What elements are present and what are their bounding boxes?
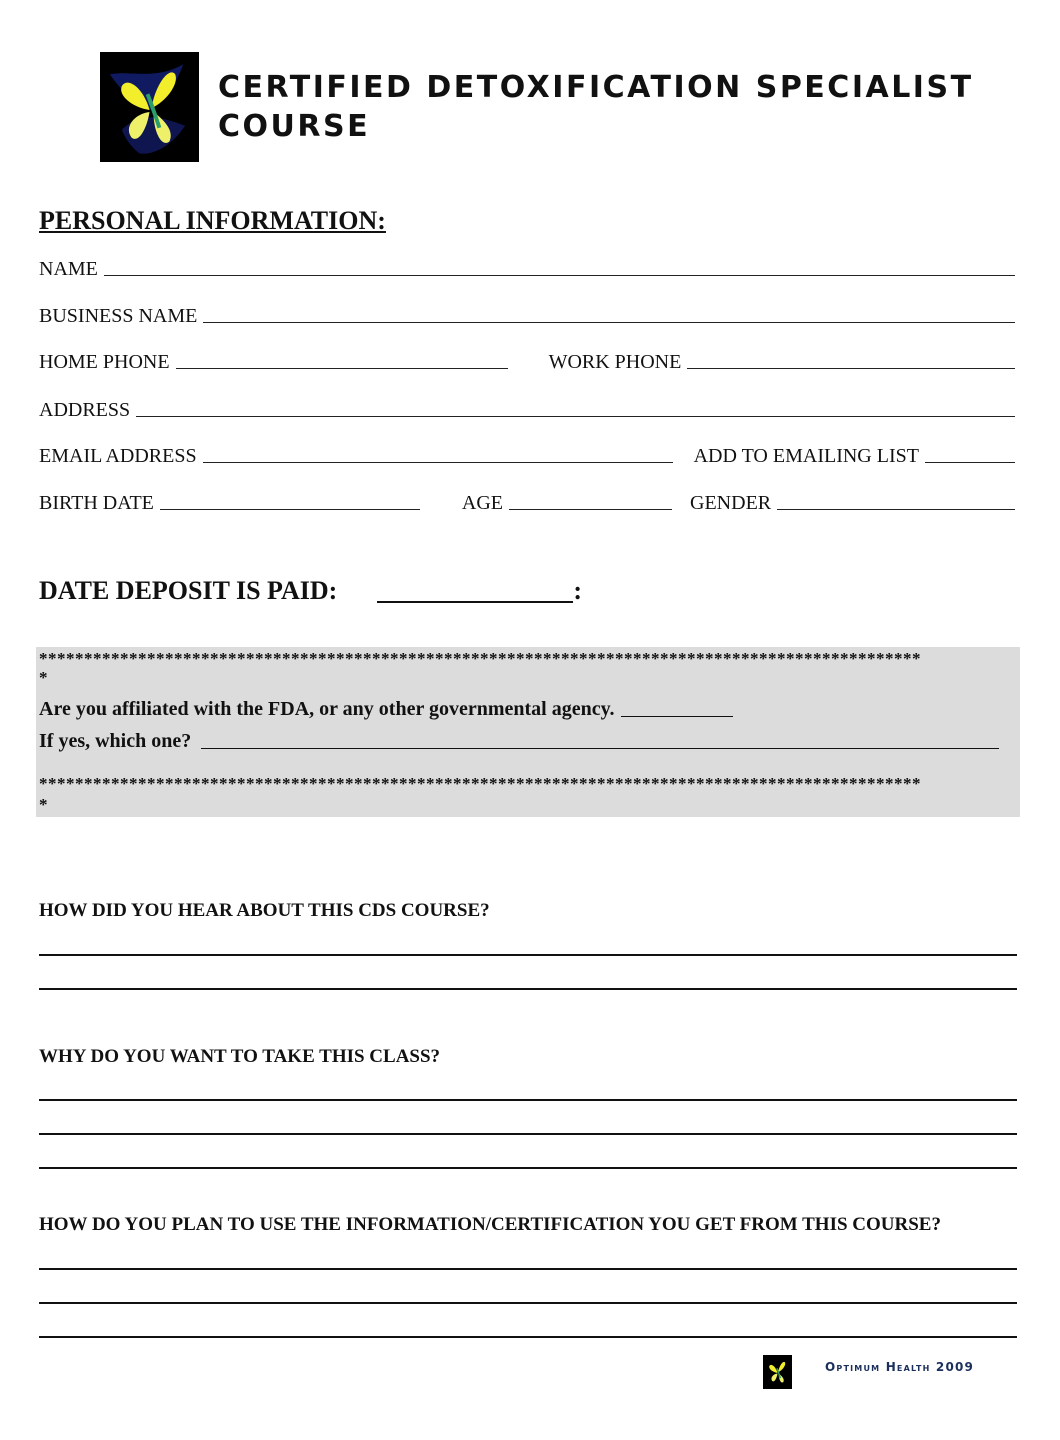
plan-answer-line-3[interactable] xyxy=(39,1336,1017,1338)
home-phone-label: HOME PHONE xyxy=(39,351,170,373)
work-phone-label: WORK PHONE xyxy=(548,351,682,373)
agency-question: Are you affiliated with the FDA, or any other governmental agency. xyxy=(39,698,615,720)
mailing-list-field[interactable] xyxy=(925,462,1015,463)
age-label: AGE xyxy=(461,492,504,514)
personal-information-heading: PERSONAL INFORMATION: xyxy=(39,206,386,235)
deposit-suffix: : xyxy=(573,576,583,605)
hear-question: HOW DID YOU HEAR ABOUT THIS CDS COURSE? xyxy=(39,900,490,921)
birth-date-label: BIRTH DATE xyxy=(39,492,154,514)
business-name-row xyxy=(39,301,1015,327)
hear-answer-line-1[interactable] xyxy=(39,954,1017,956)
footer-butterfly-icon xyxy=(763,1355,792,1389)
gender-field[interactable] xyxy=(777,509,1015,510)
agency-question-row xyxy=(39,698,733,721)
business-name-field[interactable] xyxy=(203,322,1015,323)
address-field[interactable] xyxy=(136,416,1015,417)
stars-divider-top: ************************************************************************************************** xyxy=(39,650,921,668)
name-field[interactable] xyxy=(104,275,1015,276)
address-label: ADDRESS xyxy=(39,399,131,421)
age-field[interactable] xyxy=(509,509,672,510)
phone-row xyxy=(39,347,1015,373)
plan-answer-line-2[interactable] xyxy=(39,1302,1017,1304)
email-label: EMAIL ADDRESS xyxy=(39,445,197,467)
star-single-bottom: * xyxy=(39,795,48,814)
home-phone-field[interactable] xyxy=(176,368,508,369)
plan-answer-line-1[interactable] xyxy=(39,1268,1017,1270)
deposit-date-field[interactable] xyxy=(377,601,573,603)
gender-label: GENDER xyxy=(690,492,772,514)
name-label: NAME xyxy=(39,258,98,280)
deposit-label: DATE DEPOSIT IS PAID: xyxy=(39,576,338,605)
business-name-label: BUSINESS NAME xyxy=(39,305,198,327)
deposit-row xyxy=(39,576,582,606)
star-single-top: * xyxy=(39,668,48,687)
plan-question: HOW DO YOU PLAN TO USE THE INFORMATION/CERTIFICATION YOU GET FROM THIS COURSE? xyxy=(39,1214,941,1235)
birth-row xyxy=(39,488,1015,514)
form-title xyxy=(218,68,1018,146)
address-row xyxy=(39,395,1015,421)
email-row xyxy=(39,441,1015,467)
title-line-2: COURSE xyxy=(218,109,371,144)
agency-followup-row xyxy=(39,730,999,753)
agency-name-field[interactable] xyxy=(201,748,999,749)
why-answer-line-2[interactable] xyxy=(39,1133,1017,1135)
name-row xyxy=(39,254,1015,280)
agency-followup: If yes, which one? xyxy=(39,730,192,752)
birth-date-field[interactable] xyxy=(160,509,420,510)
title-line-1: CERTIFIED DETOXIFICATION SPECIALIST xyxy=(218,70,974,105)
why-question: WHY DO YOU WANT TO TAKE THIS CLASS? xyxy=(39,1046,441,1067)
footer-text: Optimum Health 2009 xyxy=(825,1360,975,1374)
butterfly-logo-icon xyxy=(100,52,199,162)
agency-answer-field[interactable] xyxy=(621,716,733,717)
why-answer-line-1[interactable] xyxy=(39,1099,1017,1101)
work-phone-field[interactable] xyxy=(687,368,1015,369)
email-field[interactable] xyxy=(203,462,673,463)
mailing-list-label: ADD TO EMAILING LIST xyxy=(693,445,919,467)
hear-answer-line-2[interactable] xyxy=(39,988,1017,990)
why-answer-line-3[interactable] xyxy=(39,1167,1017,1169)
stars-divider-bottom: ************************************************************************************************** xyxy=(39,775,921,793)
